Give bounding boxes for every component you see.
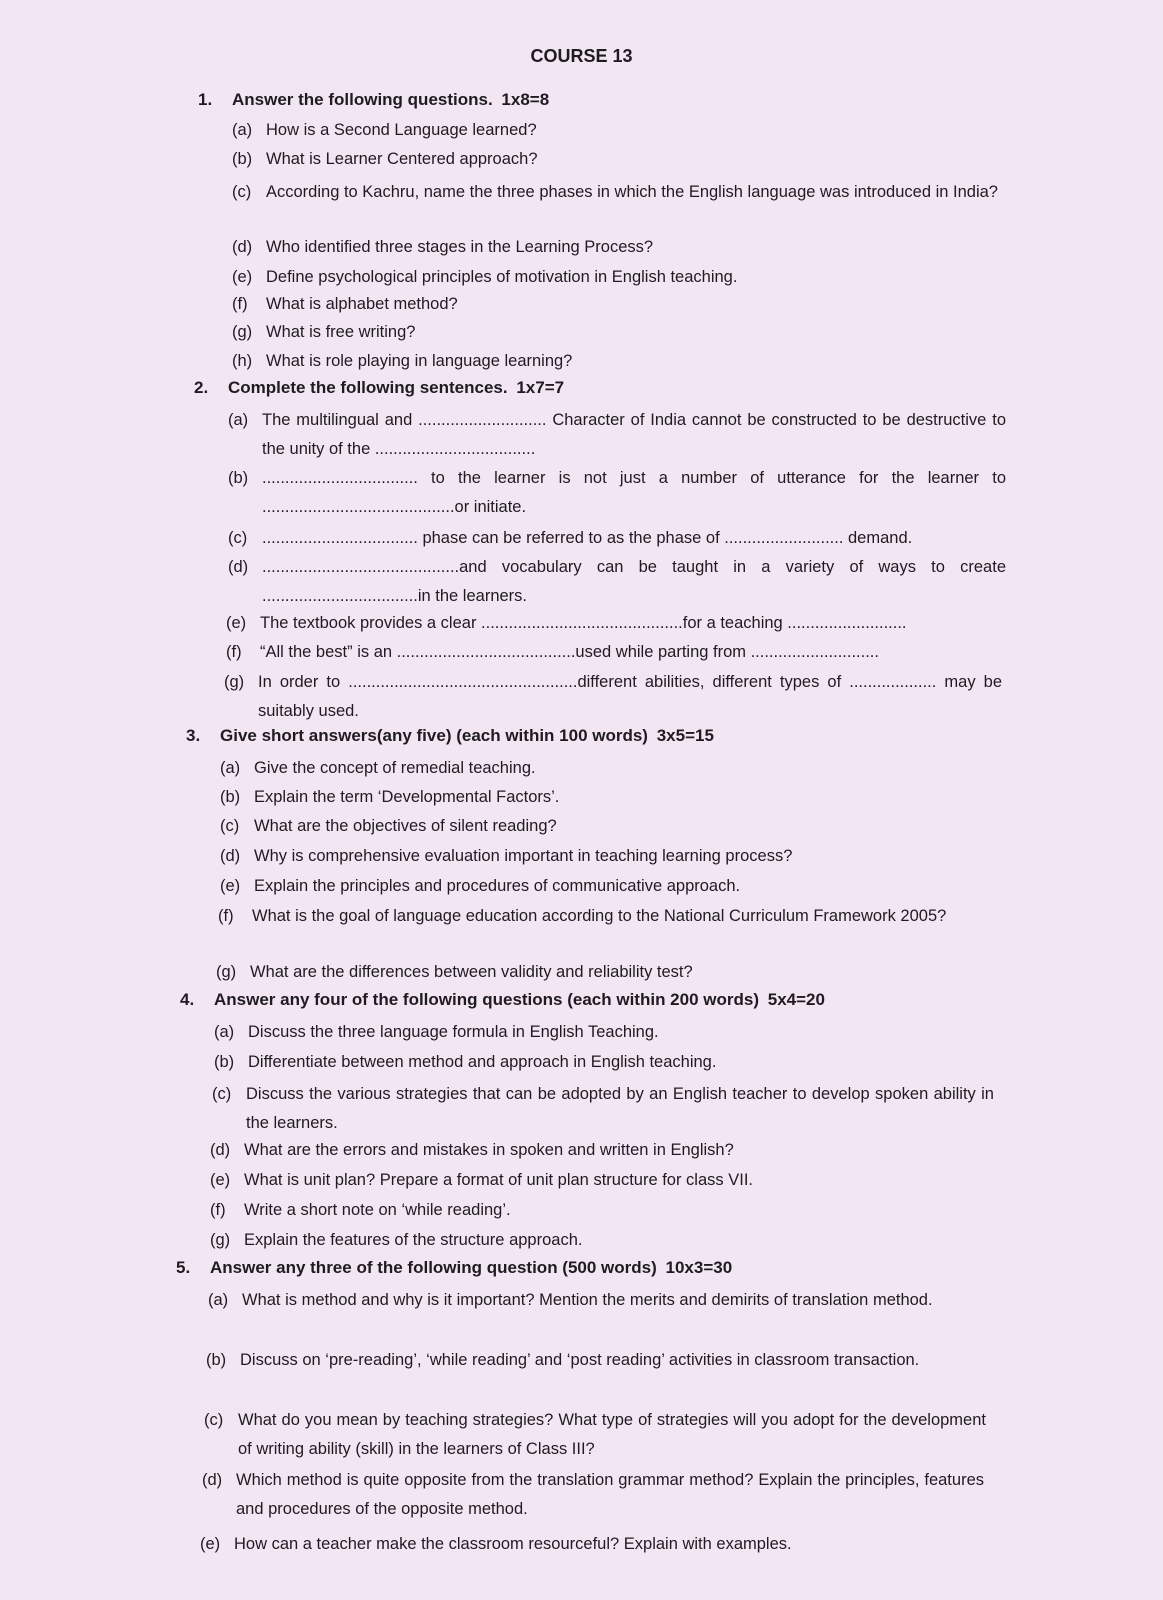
question-label: (b) <box>232 150 253 168</box>
question-1a <box>232 116 1022 145</box>
question-2d <box>228 553 1006 611</box>
question-label: (e) <box>210 1171 231 1189</box>
question-label: (h) <box>232 352 253 370</box>
question-text: Give the concept of remedial teaching. <box>254 759 536 777</box>
question-label: (c) <box>204 1411 224 1429</box>
question-label: (c) <box>220 817 240 835</box>
question-4c <box>212 1080 994 1138</box>
question-1f <box>232 290 1022 319</box>
question-label: (e) <box>232 268 253 286</box>
question-text: What is method and why is it important? Mention the merits and demirits of translation method. <box>242 1291 933 1309</box>
question-text: What is role playing in language learning? <box>266 352 573 370</box>
question-text: Define psychological principles of motivation in English teaching. <box>266 268 738 286</box>
question-text: Why is comprehensive evaluation important in teaching learning process? <box>254 847 793 865</box>
question-label: (d) <box>210 1141 231 1159</box>
question-5d <box>202 1466 984 1524</box>
question-label: (d) <box>228 558 249 576</box>
question-3c <box>220 812 1010 841</box>
question-label: (f) <box>218 907 234 925</box>
section-number: 2. <box>194 378 209 397</box>
question-label: (d) <box>220 847 241 865</box>
question-label: (d) <box>232 238 253 256</box>
question-4g <box>210 1226 1000 1255</box>
section-marks: 10x3=30 <box>665 1258 733 1277</box>
question-text: Discuss the various strategies that can be adopted by an English teacher to develop spoken ability in the learners. <box>246 1085 994 1132</box>
question-text: Discuss the three language formula in English Teaching. <box>248 1023 659 1041</box>
question-3e <box>220 872 1010 901</box>
question-text: Explain the principles and procedures of communicative approach. <box>254 877 741 895</box>
question-1g <box>232 318 1022 347</box>
question-label: (b) <box>228 469 249 487</box>
question-label: (e) <box>226 614 247 632</box>
section-number: 5. <box>176 1258 191 1277</box>
question-2e <box>226 609 1004 638</box>
question-text: Explain the term ‘Developmental Factors’. <box>254 788 560 806</box>
section-marks: 1x8=8 <box>501 90 550 109</box>
question-label: (a) <box>214 1023 235 1041</box>
question-4f <box>210 1196 1000 1225</box>
section-number: 1. <box>198 90 213 109</box>
question-label: (e) <box>220 877 241 895</box>
question-5e <box>200 1530 982 1559</box>
section-heading-4 <box>180 990 825 1010</box>
section-marks: 1x7=7 <box>516 378 565 397</box>
question-text: Who identified three stages in the Learning Process? <box>266 238 654 256</box>
question-text: What are the objectives of silent reading? <box>254 817 557 835</box>
section-heading-text: Complete the following sentences. <box>228 378 508 397</box>
section-heading-text: Answer any three of the following question (500 words) <box>210 1258 657 1277</box>
section-marks: 3x5=15 <box>656 726 714 745</box>
question-text: How is a Second Language learned? <box>266 121 537 139</box>
section-heading-5 <box>176 1258 732 1278</box>
question-text: What do you mean by teaching strategies? What type of strategies will you adopt for the development of writing ability (skill) in the learners of Class III? <box>238 1411 986 1458</box>
question-label: (g) <box>216 963 237 981</box>
question-text: What is free writing? <box>266 323 416 341</box>
question-label: (g) <box>232 323 253 341</box>
page-title: COURSE 13 <box>530 46 633 66</box>
question-1b <box>232 145 1022 174</box>
question-text: What is alphabet method? <box>266 295 458 313</box>
question-label: (a) <box>232 121 253 139</box>
question-2a <box>228 406 1006 464</box>
question-label: (e) <box>200 1535 221 1553</box>
question-2g <box>224 668 1002 726</box>
question-label: (c) <box>212 1085 232 1103</box>
question-label: (d) <box>202 1471 223 1489</box>
question-label: (f) <box>232 295 248 313</box>
section-heading-text: Answer the following questions. <box>232 90 493 109</box>
question-text: What are the differences between validity and reliability test? <box>250 963 693 981</box>
question-text: Explain the features of the structure approach. <box>244 1231 583 1249</box>
question-4a <box>214 1018 1004 1047</box>
question-text: What is Learner Centered approach? <box>266 150 538 168</box>
section-heading-2 <box>194 378 564 398</box>
question-label: (a) <box>228 411 249 429</box>
question-1c <box>232 178 1014 207</box>
question-label: (g) <box>224 673 245 691</box>
question-3a <box>220 754 1010 783</box>
question-text: In order to ..................................................different abilities, different types of ................... may be suitably used. <box>258 673 1002 720</box>
question-2b <box>228 464 1006 522</box>
question-label: (g) <box>210 1231 231 1249</box>
section-heading-1 <box>198 90 549 110</box>
question-text: .................................. to the learner is not just a number of utterance for the learner to ..........................................or initiate. <box>262 469 1006 516</box>
question-text: What is unit plan? Prepare a format of unit plan structure for class VII. <box>244 1171 753 1189</box>
question-text: Discuss on ‘pre-reading’, ‘while reading’ and ‘post reading’ activities in classroom transaction. <box>240 1351 920 1369</box>
question-text: The textbook provides a clear ............................................for a teaching .......................... <box>260 614 907 632</box>
question-4d <box>210 1136 1000 1165</box>
question-1h <box>232 347 1022 376</box>
question-label: (b) <box>206 1351 227 1369</box>
question-3b <box>220 783 1010 812</box>
question-1d <box>232 233 1022 262</box>
question-4e <box>210 1166 1000 1195</box>
question-label: (f) <box>226 643 242 661</box>
question-5c <box>204 1406 986 1464</box>
question-3f <box>218 902 1008 931</box>
question-text: ...........................................and vocabulary can be taught in a variety of ways to create ..................................in the learners. <box>262 558 1006 605</box>
question-text: How can a teacher make the classroom resourceful? Explain with examples. <box>234 1535 792 1553</box>
question-2f <box>226 638 1004 667</box>
section-heading-text: Give short answers(any five) (each within 100 words) <box>220 726 648 745</box>
section-number: 4. <box>180 990 195 1009</box>
question-label: (b) <box>214 1053 235 1071</box>
question-label: (f) <box>210 1201 226 1219</box>
question-label: (a) <box>220 759 241 777</box>
section-marks: 5x4=20 <box>767 990 825 1009</box>
question-3d <box>220 842 1010 871</box>
question-text: Differentiate between method and approach in English teaching. <box>248 1053 717 1071</box>
question-text: What is the goal of language education according to the National Curriculum Framework 2005? <box>252 907 947 925</box>
section-number: 3. <box>186 726 201 745</box>
question-label: (c) <box>228 529 248 547</box>
question-text: Write a short note on ‘while reading’. <box>244 1201 511 1219</box>
question-text: The multilingual and ............................ Character of India cannot be constructed to be destructive to the unity of the ................................... <box>262 411 1006 458</box>
section-heading-text: Answer any four of the following questions (each within 200 words) <box>214 990 759 1009</box>
question-1e <box>232 263 1022 292</box>
question-2c <box>228 524 1006 553</box>
question-4b <box>214 1048 1004 1077</box>
section-heading-3 <box>186 726 714 746</box>
question-label: (b) <box>220 788 241 806</box>
question-5a <box>208 1286 990 1315</box>
question-text: According to Kachru, name the three phases in which the English language was introduced in India? <box>266 183 998 201</box>
question-5b <box>206 1346 988 1375</box>
question-text: “All the best” is an .......................................used while parting from ............................ <box>260 643 879 661</box>
question-label: (c) <box>232 183 252 201</box>
question-text: What are the errors and mistakes in spoken and written in English? <box>244 1141 734 1159</box>
question-text: .................................. phase can be referred to as the phase of .......................... demand. <box>262 529 913 547</box>
question-text: Which method is quite opposite from the translation grammar method? Explain the principles, features and procedures of the opposite method. <box>236 1471 984 1518</box>
question-3g <box>216 958 1006 987</box>
question-label: (a) <box>208 1291 229 1309</box>
